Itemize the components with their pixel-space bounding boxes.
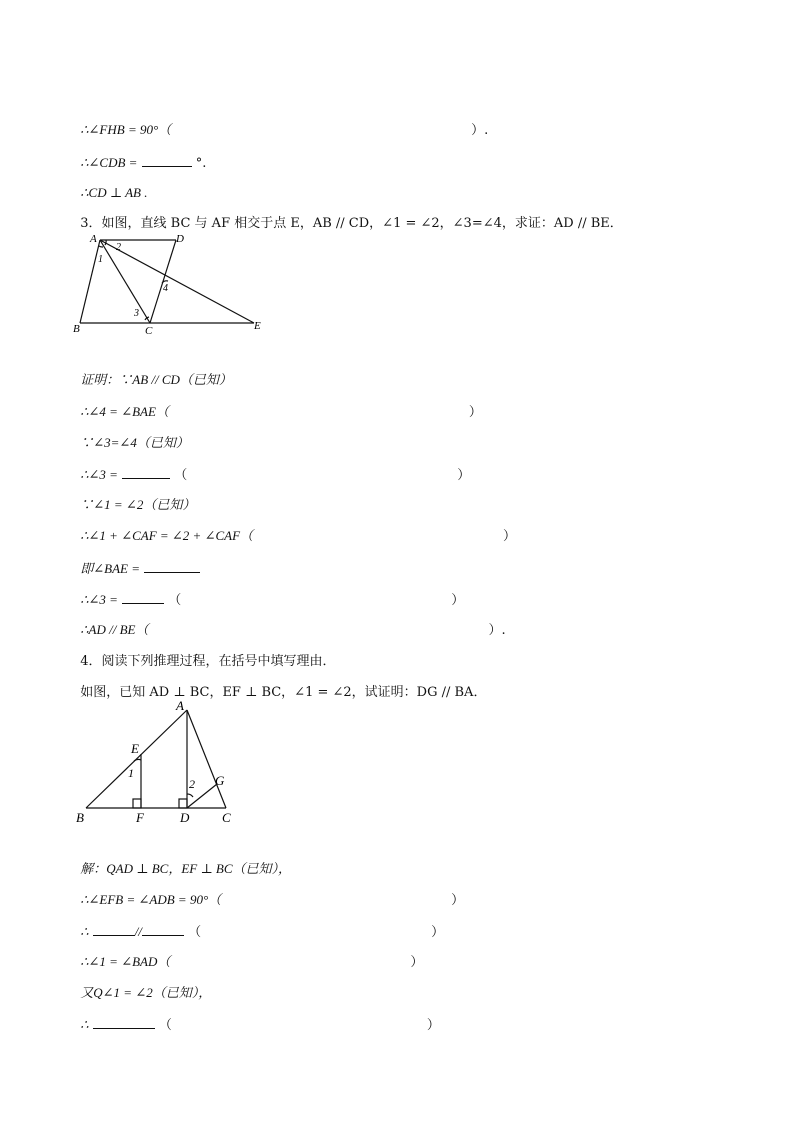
step-text: 又Q∠1 = ∠2（已知）， [80,985,212,1000]
step-text: ∴∠1 + ∠CAF = ∠2 + ∠CAF（ [80,528,254,543]
label-1: 1 [128,766,134,780]
parallel-symbol: // [134,924,142,939]
answer-blank[interactable] [93,1015,155,1029]
answer-blank[interactable] [93,922,135,936]
step-open: （ [168,593,182,608]
step-text: ∴∠CDB = [80,155,138,170]
step-close: ） [503,529,517,544]
step-text: ∵∠1 = ∠2（已知） [80,497,196,512]
label-C: C [145,325,153,337]
step-text: ∴∠EFB = ∠ADB = 90°（ [80,892,222,907]
step-close: ） [410,955,424,970]
step-close: ） [451,893,465,908]
step-close: °. [195,156,207,171]
step-text: ∴∠FHB = 90°（ [80,122,172,137]
step-close: ）. [471,123,489,138]
label-1: 1 [98,254,103,265]
label-2: 2 [189,777,195,791]
answer-blank-2[interactable] [142,922,184,936]
q3-title-text: 3．如图，直线 BC 与 AF 相交于点 E，AB // CD，∠1 = ∠2，∠3=∠4，求证：AD // BE． [80,216,623,231]
q4-desc-text: 如图，已知 AD ⊥ BC，EF ⊥ BC，∠1 = ∠2，试证明：DG // BA． [80,685,487,700]
q4-title-text: 4．阅读下列推理过程，在括号中填写理由． [80,654,336,669]
step-close: ） [468,405,482,420]
answer-blank[interactable] [122,465,170,479]
step-text: ∴∠3 = [80,467,118,482]
label-E: E [254,320,261,332]
step-close: ） [431,925,445,940]
answer-blank[interactable] [142,153,192,167]
step-text: ∴CD ⊥ AB . [80,185,148,200]
q3-figure [72,228,272,338]
label-3: 3 [134,308,139,319]
q4-desc [72,666,486,702]
label-D: D [176,233,184,245]
step-text: 解：QAD ⊥ BC，EF ⊥ BC（已知）， [80,861,292,876]
label-C: C [222,810,231,825]
step-text: ∴ [80,1017,89,1032]
label-F: F [136,810,144,825]
label-A: A [176,698,184,713]
step-text: 即∠BAE = [80,561,141,576]
step-text: 证明：∵AB // CD（已知） [80,372,232,387]
label-A: A [90,233,97,245]
step-text: ∴∠4 = ∠BAE（ [80,404,169,419]
step-open: （ [158,1018,172,1033]
step-close: ） [457,468,471,483]
step-open: （ [188,925,202,940]
step-text: ∵∠3=∠4（已知） [80,435,189,450]
step-text: ∴∠1 = ∠BAD（ [80,954,171,969]
step-close: ）. [488,623,506,638]
label-B: B [76,810,84,825]
step-close: ） [451,593,465,608]
label-4: 4 [163,283,168,294]
label-B: B [73,323,80,335]
answer-blank[interactable] [144,559,200,573]
q4-step-6 [72,997,440,1035]
label-G: G [215,773,225,788]
answer-blank[interactable] [122,590,164,604]
label-2: 2 [116,242,121,253]
label-E: E [131,741,139,756]
step-close: ） [426,1018,440,1033]
step-text: ∴∠3 = [80,592,118,607]
label-D: D [180,810,190,825]
step-open: （ [174,468,188,483]
step-text: ∴AD // BE（ [80,622,149,637]
q4-figure [72,698,242,828]
step-text: ∴ [80,924,89,939]
